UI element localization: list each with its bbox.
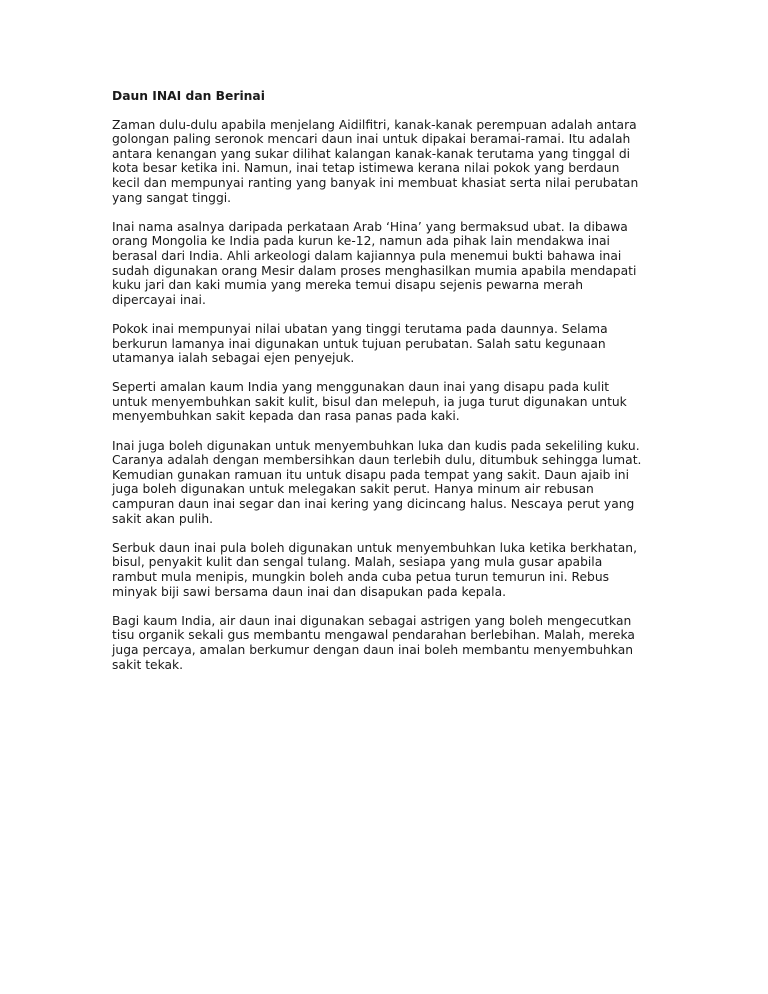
- paragraph-line: Bagi kaum India, air daun inai digunakan sebagai astrigen yang boleh mengecutkan: [112, 613, 632, 628]
- paragraph-line: Seperti amalan kaum India yang menggunakan daun inai yang disapu pada kulit: [112, 380, 610, 395]
- paragraph: [112, 439, 662, 527]
- paragraph-line: Serbuk daun inai pula boleh digunakan untuk menyembuhkan luka ketika berkhatan,: [112, 540, 637, 555]
- paragraph-line: bisul, penyakit kulit dan sengal tulang. Malah, sesiapa yang mula gusar apabila: [112, 555, 603, 570]
- paragraph-list: [112, 118, 662, 673]
- paragraph-line: utamanya ialah sebagai ejen penyejuk.: [112, 351, 355, 366]
- paragraph-line: minyak biji sawi bersama daun inai dan disapukan pada kepala.: [112, 584, 507, 599]
- paragraph-line: Pokok inai mempunyai nilai ubatan yang tinggi terutama pada daunnya. Selama: [112, 321, 608, 336]
- paragraph-line: orang Mongolia ke India pada kurun ke-12, namun ada pihak lain mendakwa inai: [112, 234, 610, 249]
- paragraph-line: Inai juga boleh digunakan untuk menyembuhkan luka dan kudis pada sekeliling kuku.: [112, 438, 640, 453]
- paragraph-line: campuran daun inai segar dan inai kering yang dicincang halus. Nescaya perut yang: [112, 497, 635, 512]
- paragraph-line: rambut mula menipis, mungkin boleh anda cuba petua turun temurun ini. Rebus: [112, 570, 610, 584]
- paragraph-line: berkurun lamanya inai digunakan untuk tujuan perubatan. Salah satu kegunaan: [112, 336, 606, 351]
- paragraph-line: antara kenangan yang sukar dilihat kalangan kanak-kanak terutama yang tinggal di: [112, 146, 631, 161]
- paragraph-line: Inai nama asalnya daripada perkataan Arab ‘Hina’ yang bermaksud ubat. Ia dibawa: [112, 219, 628, 234]
- paragraph-line: Zaman dulu-dulu apabila menjelang Aidilfitri, kanak-kanak perempuan adalah antara: [112, 117, 637, 132]
- paragraph: [112, 541, 662, 599]
- paragraph-line: untuk menyembuhkan sakit kulit, bisul dan melepuh, ia juga turut digunakan untuk: [112, 394, 627, 409]
- paragraph-line: yang sangat tinggi.: [112, 190, 232, 205]
- paragraph: [112, 220, 662, 308]
- paragraph: [112, 322, 662, 366]
- paragraph: [112, 614, 662, 672]
- paragraph-line: juga boleh digunakan untuk melegakan sakit perut. Hanya minum air rebusan: [112, 482, 594, 497]
- paragraph-line: golongan paling seronok mencari daun inai untuk dipakai beramai-ramai. Itu adalah: [112, 132, 631, 147]
- paragraph-line: sakit akan pulih.: [112, 511, 214, 526]
- paragraph: [112, 118, 662, 206]
- paragraph-line: Kemudian gunakan ramuan itu untuk disapu pada tempat yang sakit. Daun ajaib ini: [112, 467, 629, 482]
- paragraph-line: kota besar ketika ini. Namun, inai tetap istimewa kerana nilai pokok yang berdaun: [112, 161, 620, 176]
- paragraph-line: sudah digunakan orang Mesir dalam proses menghasilkan mumia apabila mendapati: [112, 263, 637, 278]
- paragraph-line: sakit tekak.: [112, 657, 184, 672]
- paragraph: [112, 380, 662, 424]
- paragraph-line: Caranya adalah dengan membersihkan daun terlebih dulu, ditumbuk sehingga lumat.: [112, 453, 642, 468]
- paragraph-line: tisu organik sekali gus membantu mengawal pendarahan berlebihan. Malah, mereka: [112, 628, 635, 643]
- paragraph-line: kuku jari dan kaki mumia yang mereka temui disapu sejenis pewarna merah: [112, 278, 584, 293]
- document-body: [112, 89, 662, 687]
- paragraph-line: dipercayai inai.: [112, 292, 206, 307]
- paragraph-line: juga percaya, amalan berkumur dengan daun inai boleh membantu menyembuhkan: [112, 642, 634, 657]
- paragraph-line: kecil dan mempunyai ranting yang banyak ini membuat khasiat serta nilai perubatan: [112, 175, 639, 190]
- paragraph-line: berasal dari India. Ahli arkeologi dalam kajiannya pula menemui bukti bahawa inai: [112, 248, 622, 263]
- document-title: Daun INAI dan Berinai: [112, 89, 265, 103]
- paragraph-line: menyembuhkan sakit kepada dan rasa panas pada kaki.: [112, 409, 460, 424]
